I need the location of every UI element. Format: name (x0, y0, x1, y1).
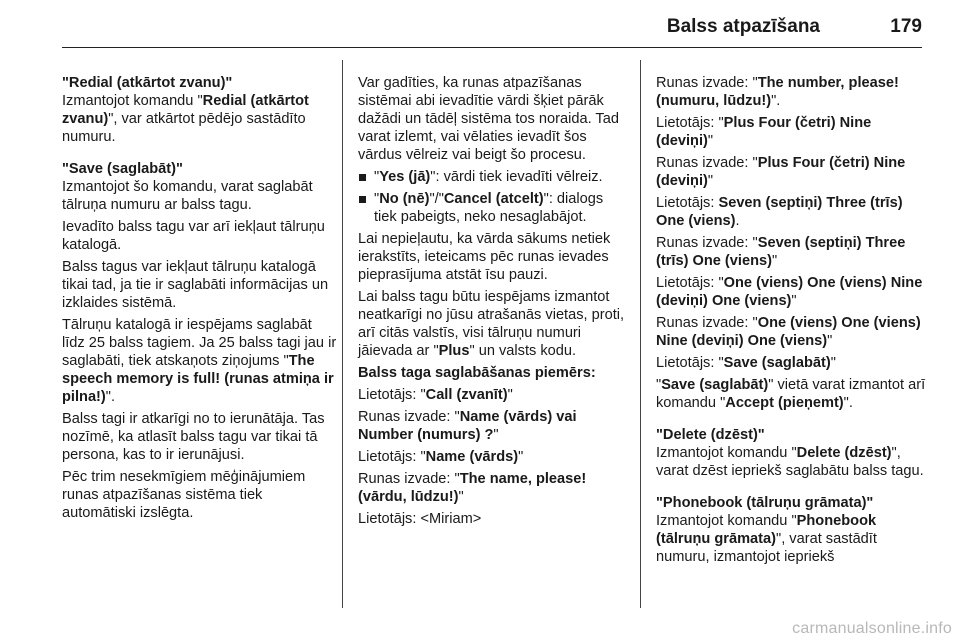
list-item-no-cancel: "No (nē)"/"Cancel (atcelt)": dialogs tiek pabeigts, neko nesaglabājot. (358, 190, 628, 226)
example-line-1: Lietotājs: "Call (zvanīt)" (358, 387, 513, 403)
column-divider-1 (342, 60, 343, 608)
dialog-line-6: Lietotājs: "One (viens) One (viens) Nine (deviņi) One (viens)" (656, 275, 923, 309)
phonebook-paragraph: Izmantojot komandu "Phonebook (tālruņu grāmata)", varat sastādīt numuru, izmantojot iepriekš (656, 513, 877, 565)
example-line-2: Runas izvade: "Name (vārds) vai Number (numurs) ?" (358, 409, 577, 443)
page-title: Balss atpazīšana (666, 16, 820, 37)
dialog-line-8: Lietotājs: "Save (saglabāt)" (656, 355, 836, 371)
header-rule (62, 47, 922, 48)
section-heading-delete: "Delete (dzēst)" (656, 427, 765, 443)
dialog-line-9: "Save (saglabāt)" vietā varat izmantot arī komandu "Accept (pieņemt)". (656, 377, 926, 411)
reject-paragraph: Var gadīties, ka runas atpazīšanas sistēmai abi ievadītie vārdi šķiet pārāk dažādi un tādēļ sistēma tos noraida. Tad varat izlemt, vai vēlaties ievadīt šos vārdus vēlreiz vai beigt šo procesu. (358, 75, 619, 163)
delete-paragraph: Izmantojot komandu "Delete (dzēst)", varat dzēst iepriekš saglabātu balss tagu. (656, 445, 924, 479)
save-paragraph-5: Balss tagi ir atkarīgi no to ierunātāja. Tas nozīmē, ka atlasīt balss tagu var tikai tā persona, kas to ir ierunājusi. (62, 411, 325, 463)
column-divider-2 (640, 60, 641, 608)
column-1 (62, 74, 337, 526)
example-line-3: Lietotājs: "Name (vārds)" (358, 449, 524, 465)
section-heading-redial: "Redial (atkārtot zvanu)" (62, 75, 233, 91)
section-heading-phonebook: "Phonebook (tālruņu grāmata)" (656, 495, 874, 511)
redial-paragraph: Izmantojot komandu "Redial (atkārtot zvanu)", var atkārtot pēdējo sastādīto numuru. (62, 93, 309, 145)
watermark: carmanualsonline.info (792, 620, 952, 637)
dialog-line-5: Runas izvade: "Seven (septiņi) Three (trīs) One (viens)" (656, 235, 906, 269)
option-list (358, 168, 628, 226)
dialog-line-2: Lietotājs: "Plus Four (četri) Nine (deviņi)" (656, 115, 872, 149)
section-heading-save: "Save (saglabāt)" (62, 161, 183, 177)
column-2 (358, 74, 628, 532)
save-paragraph-4: Tālruņu katalogā ir iespējams saglabāt līdz 25 balss tagiem. Ja 25 balss tagi jau ir saglabāti, tiek atskaņots ziņojums "The speech memory is full! (runas atmiņa ir pilna!)". (62, 317, 337, 405)
list-item-yes: "Yes (jā)": vārdi tiek ievadīti vēlreiz. (358, 168, 628, 186)
plus-paragraph: Lai balss tagu būtu iespējams izmantot neatkarīgi no jūsu atrašanās vietas, proti, arī citās valstīs, visi tālruņu numuri jāievada ar "Plus" un valsts kodu. (358, 289, 625, 359)
example-line-5: Lietotājs: <Miriam> (358, 511, 482, 527)
save-paragraph-3: Balss tagus var iekļaut tālruņu katalogā tikai tad, ja tie ir saglabāti informācijas un izklaides sistēmā. (62, 259, 329, 311)
save-paragraph-6: Pēc trim nesekmīgiem mēģinājumiem runas atpazīšanas sistēma tiek automātiski izslēgta. (62, 469, 306, 521)
column-3 (656, 74, 928, 570)
dialog-line-1: Runas izvade: "The number, please! (numuru, lūdzu!)". (656, 75, 899, 109)
page-number: 179 (890, 16, 922, 37)
dialog-line-4: Lietotājs: Seven (septiņi) Three (trīs) One (viens). (656, 195, 903, 229)
pause-paragraph: Lai nepieļautu, ka vārda sākums netiek ierakstīts, ieteicams pēc runas ievades pieprasījuma atstāt īsu pauzi. (358, 231, 611, 283)
dialog-line-3: Runas izvade: "Plus Four (četri) Nine (deviņi)" (656, 155, 906, 189)
page-header (0, 0, 960, 44)
example-heading: Balss taga saglabāšanas piemērs: (358, 365, 596, 381)
save-paragraph-2: Ievadīto balss tagu var arī iekļaut tālruņu katalogā. (62, 219, 325, 253)
dialog-line-7: Runas izvade: "One (viens) One (viens) Nine (deviņi) One (viens)" (656, 315, 921, 349)
save-paragraph-1: Izmantojot šo komandu, varat saglabāt tālruņa numuru ar balss tagu. (62, 179, 313, 213)
example-line-4: Runas izvade: "The name, please! (vārdu, lūdzu!)" (358, 471, 587, 505)
